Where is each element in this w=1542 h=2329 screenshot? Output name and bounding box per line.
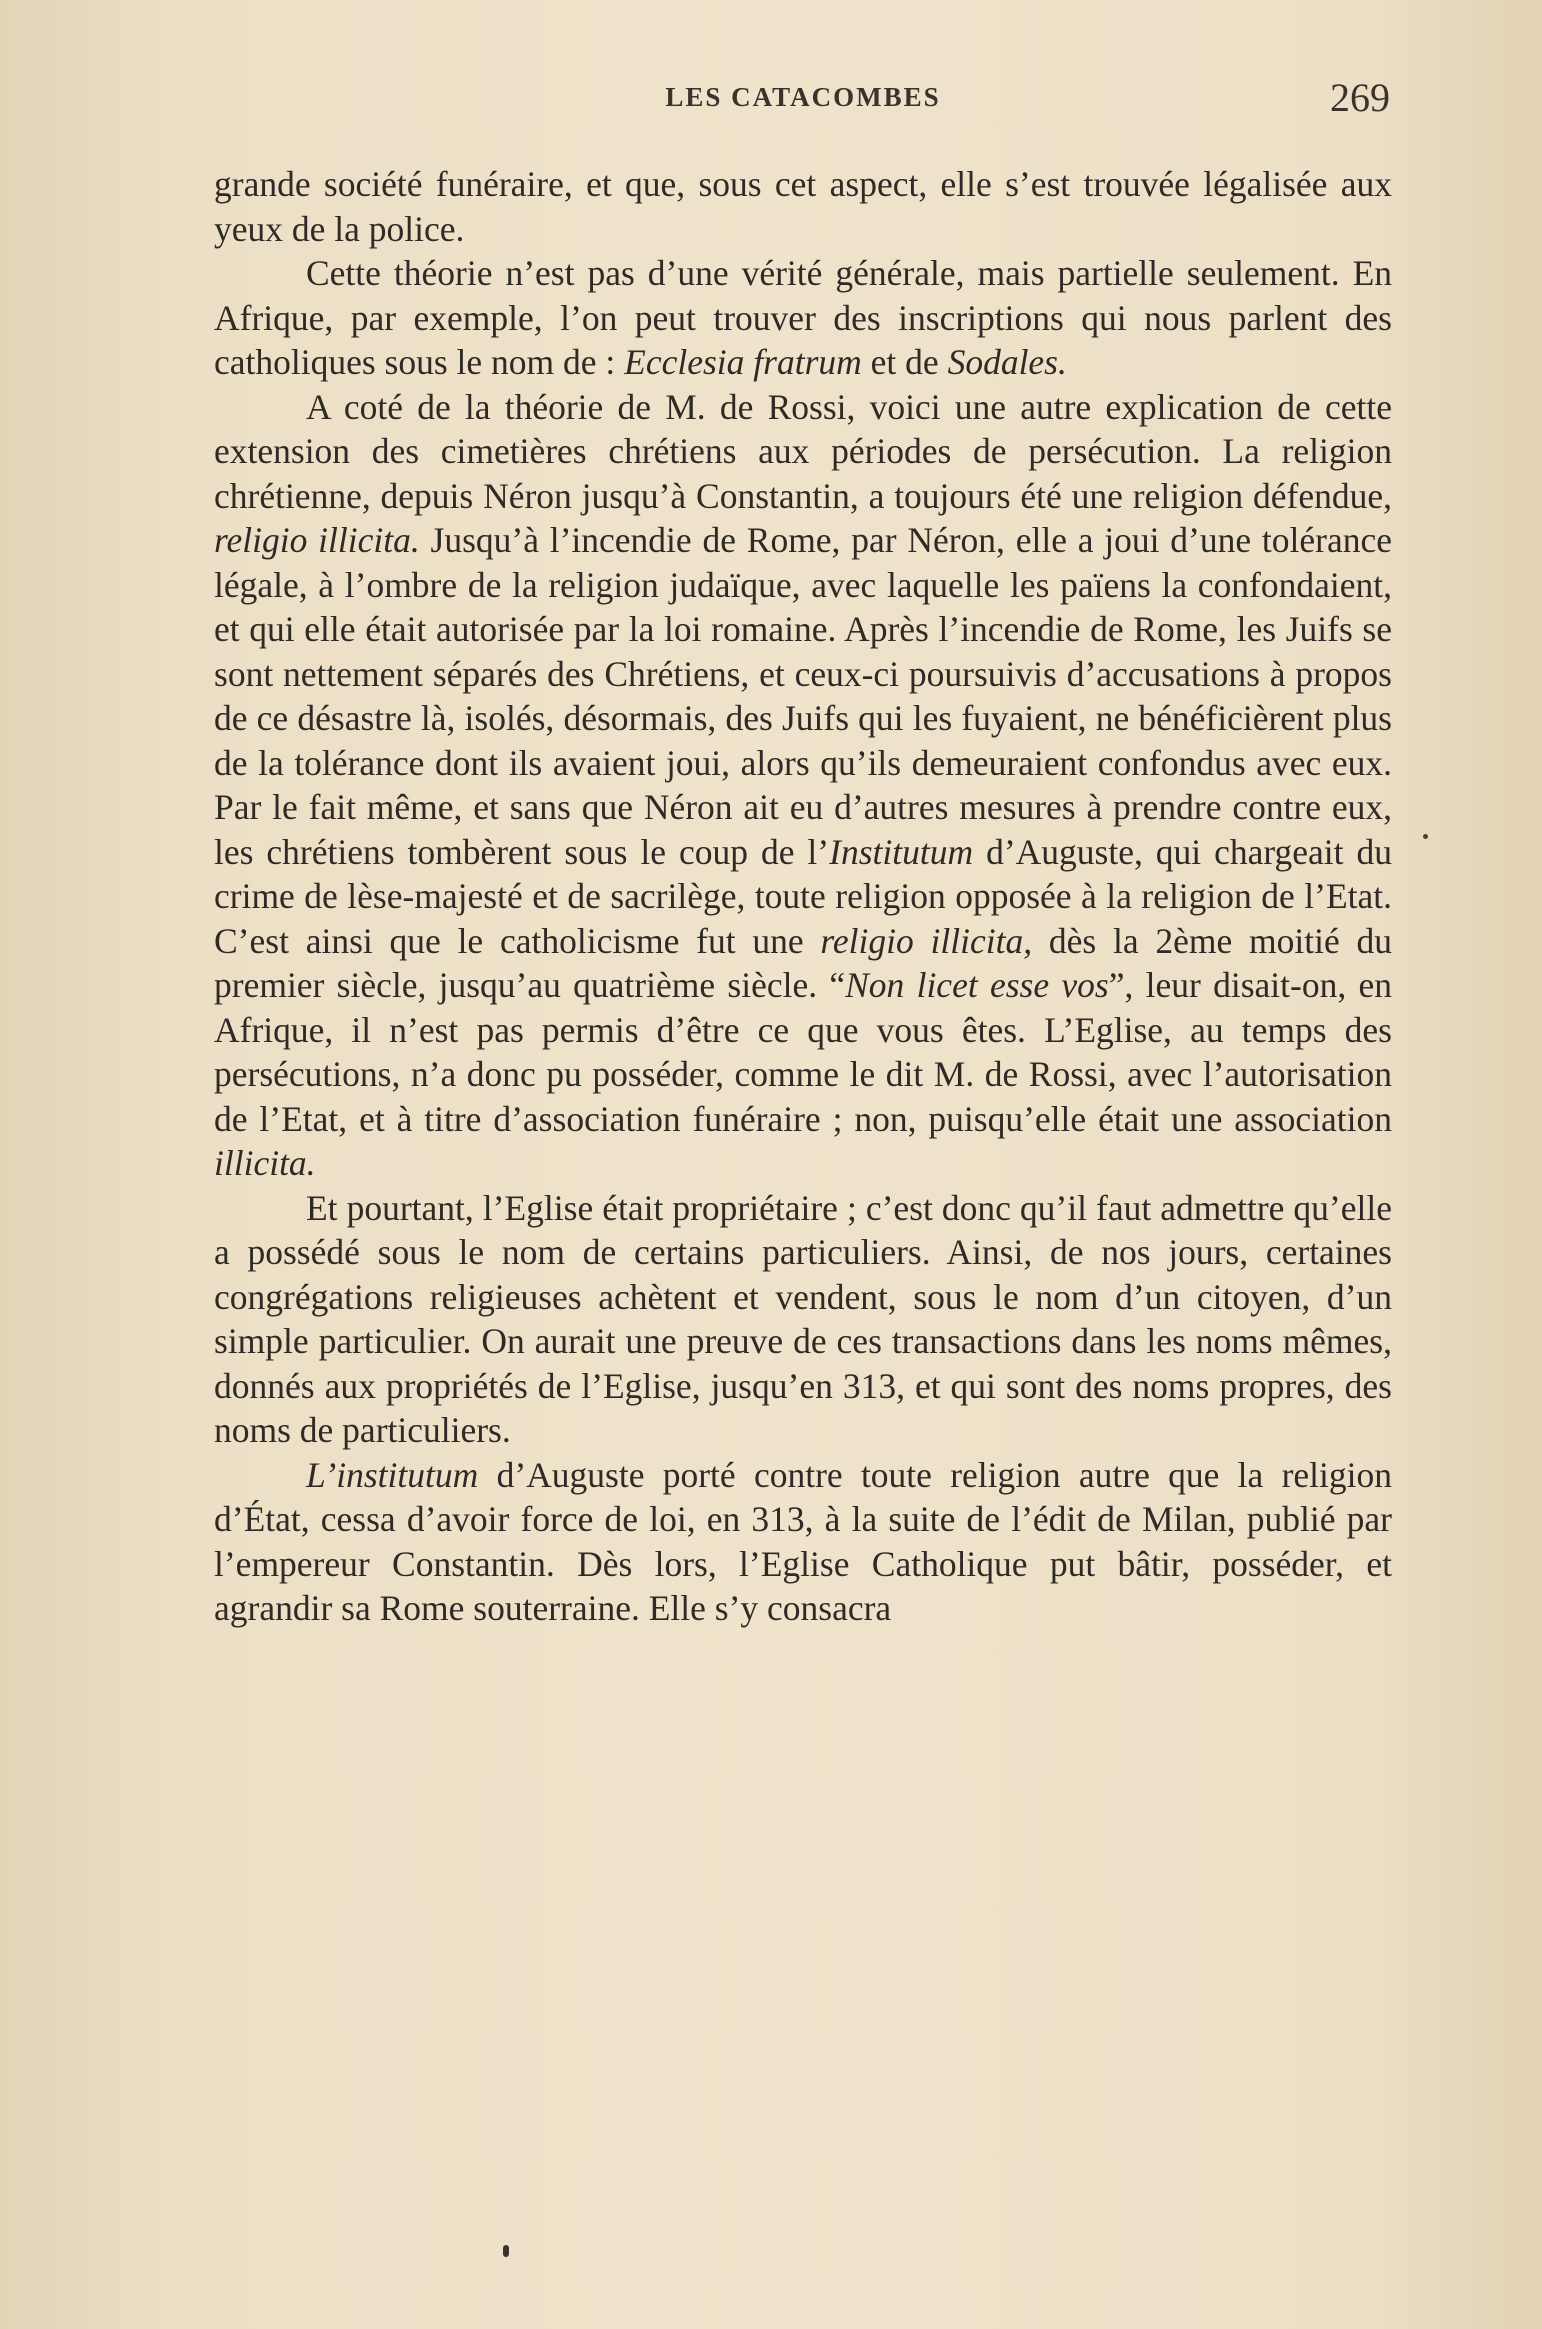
italic-religio-illicita-1: religio illicita. (214, 520, 420, 560)
paragraph-2-text: Cette théorie n’est pas d’une vérité générale, mais partielle seulement. En Afrique, par exemple, l’on peut trouver des inscriptions qui nous parlent des catholiques sous le nom de : (214, 253, 1392, 382)
bottom-ink-mark (503, 2245, 509, 2257)
italic-ecclesia-fratrum: Ecclesia fratrum (624, 342, 862, 382)
paragraph-5-text: d’Auguste porté contre toute religion autre que la religion d’État, cessa d’avoir force de loi, en 313, à la suite de l’édit de Milan, publié par l’empereur Constantin. Dès lors, l’Eglise Catholique put bâtir, posséder, et agrandir sa Rome souterraine. Elle s’y consacra (214, 1454, 1393, 1628)
paragraph-3-part-e: ”, leur disait-on, en Afrique, il n’est pas permis d’être ce que vous êtes. L’Eglise, au temps des persécutions, n’a donc pu posséder, comme le dit M. de Rossi, avec l’autorisation de l’Etat, et à titre d’association funéraire ; non, puisqu’elle était une association (214, 965, 1393, 1139)
italic-non-licet-esse-vos: Non licet esse vos (845, 965, 1109, 1005)
italic-illicita: illicita. (214, 1143, 316, 1183)
italic-sodales: Sodales. (947, 342, 1067, 382)
paragraph-5 (214, 1453, 1392, 1631)
page-number: 269 (1330, 75, 1390, 120)
paragraph-3 (214, 385, 1392, 1186)
italic-l-institutum: L’institutum (306, 1454, 479, 1495)
paragraph-1: grande société funéraire, et que, sous cet aspect, elle s’est trouvée légalisée aux yeux de la police. (214, 164, 1392, 249)
paragraph-3-part-c: d’Auguste, qui chargeait du crime de lèse-majesté et de sacrilège, toute religion opposée à la religion de l’Etat. C’est ainsi que le catholicisme fut une (214, 831, 1392, 961)
running-title: LES CATACOMBES (665, 82, 941, 112)
paragraph-3-part-d: dès la 2ème moitié du premier siècle, jusqu’au quatrième siècle. “ (214, 920, 1393, 1005)
paragraph-2 (214, 251, 1392, 385)
italic-institutum: Institutum (829, 831, 974, 872)
body-text (214, 162, 1392, 1631)
paragraph-3-part-b: Jusqu’à l’incendie de Rome, par Néron, elle a joui d’une tolérance légale, à l’ombre de la religion judaïque, avec laquelle les païens la confondaient, et qui elle était autorisée par la loi romaine. Après l’incendie de Rome, les Juifs se sont nettement séparés des Chrétiens, et ceux-ci poursuivis d’accusations à propos de ce désastre là, isolés, désormais, des Juifs qui les fuyaient, ne bénéficièrent plus de la tolérance dont ils avaient joui, alors qu’ils demeuraient confondus avec eux. Par le fait même, et sans que Néron ait eu d’autres mesures à prendre contre eux, les chrétiens tombèrent sous le coup de l’ (214, 520, 1393, 872)
margin-speck (1423, 834, 1428, 839)
paragraph-2-mid: et de (870, 342, 939, 382)
paragraph-4: Et pourtant, l’Eglise était propriétaire ; c’est donc qu’il faut admettre qu’elle a possédé sous le nom de certains particuliers. Ainsi, de nos jours, certaines congrégations religieuses achètent et vendent, sous le nom d’un citoyen, d’un simple particulier. On aurait une preuve de ces transactions dans les noms mêmes, donnés aux propriétés de l’Eglise, jusqu’en 313, et qui sont des noms propres, des noms de particuliers. (214, 1187, 1392, 1450)
italic-religio-illicita-2: religio illicita, (820, 920, 1033, 961)
paragraph-3-part-a: A coté de la théorie de M. de Rossi, voici une autre explication de cette extension des cimetières chrétiens aux périodes de persécution. La religion chrétienne, depuis Néron jusqu’à Constantin, a toujours été une religion défendue, (214, 386, 1392, 516)
page-header (216, 75, 1390, 120)
